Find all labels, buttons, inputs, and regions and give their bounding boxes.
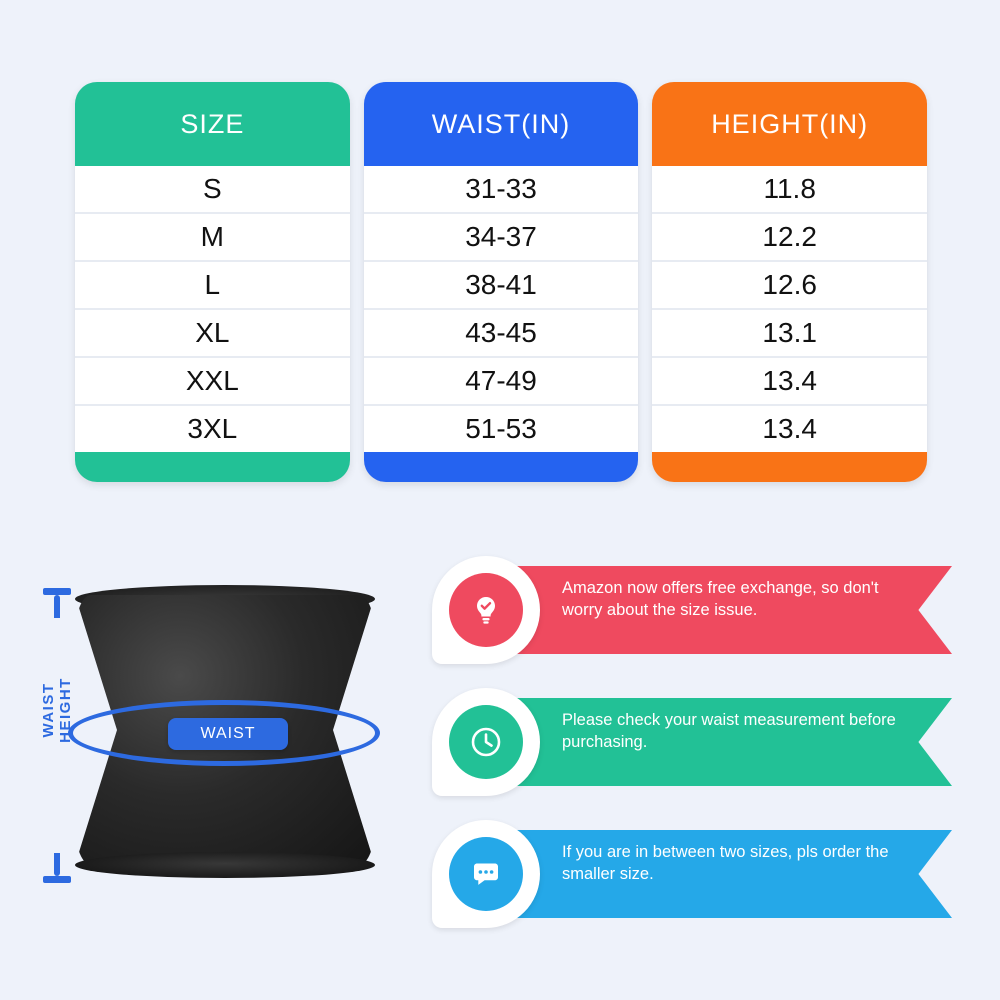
table-cell: 51-53	[364, 406, 639, 452]
table-cell: 43-45	[364, 310, 639, 358]
table-column-size	[75, 82, 350, 482]
note-item	[432, 820, 952, 930]
note-item	[432, 688, 952, 798]
column-footer-size	[75, 452, 350, 482]
note-badge	[432, 688, 540, 796]
table-cell: 47-49	[364, 358, 639, 406]
lightbulb-check-icon	[466, 590, 506, 630]
waist-height-label: WAIST HEIGHT	[40, 677, 74, 743]
table-cell: 11.8	[652, 166, 927, 214]
chat-bubble-icon	[465, 853, 507, 895]
column-footer-height	[652, 452, 927, 482]
column-footer-waist	[364, 452, 639, 482]
table-column-waist	[364, 82, 639, 482]
table-cell: M	[75, 214, 350, 262]
table-cell: 12.2	[652, 214, 927, 262]
product-illustration	[20, 560, 430, 980]
table-cell: 13.1	[652, 310, 927, 358]
waist-label: WAIST	[168, 718, 288, 750]
table-cell: L	[75, 262, 350, 310]
column-header-waist: WAIST(IN)	[431, 108, 571, 139]
table-cell: 38-41	[364, 262, 639, 310]
note-icon-circle	[449, 837, 523, 911]
column-body-waist	[364, 166, 639, 452]
note-text: If you are in between two sizes, pls order the smaller size.	[562, 843, 889, 883]
table-column-height	[652, 82, 927, 482]
note-text: Please check your waist measurement before purchasing.	[562, 711, 896, 751]
column-body-height	[652, 166, 927, 452]
table-cell: XL	[75, 310, 350, 358]
note-icon-circle	[449, 573, 523, 647]
table-cell: 12.6	[652, 262, 927, 310]
belt-bottom-edge	[75, 852, 375, 878]
column-body-size	[75, 166, 350, 452]
note-text: Amazon now offers free exchange, so don't worry about the size issue.	[562, 579, 879, 619]
table-cell: 13.4	[652, 406, 927, 452]
ruler-cap-top	[43, 588, 71, 595]
ruler-cap-bottom	[43, 876, 71, 883]
table-cell: S	[75, 166, 350, 214]
note-icon-circle	[449, 705, 523, 779]
table-cell: XXL	[75, 358, 350, 406]
note-badge	[432, 820, 540, 928]
column-header-height: HEIGHT(IN)	[711, 108, 869, 139]
table-cell: 3XL	[75, 406, 350, 452]
column-header-size: SIZE	[180, 108, 245, 139]
clock-icon	[466, 722, 506, 762]
note-item	[432, 556, 952, 666]
notes-list	[432, 556, 972, 976]
table-cell: 13.4	[652, 358, 927, 406]
size-chart-table	[75, 82, 927, 482]
table-cell: 31-33	[364, 166, 639, 214]
table-cell: 34-37	[364, 214, 639, 262]
note-badge	[432, 556, 540, 664]
